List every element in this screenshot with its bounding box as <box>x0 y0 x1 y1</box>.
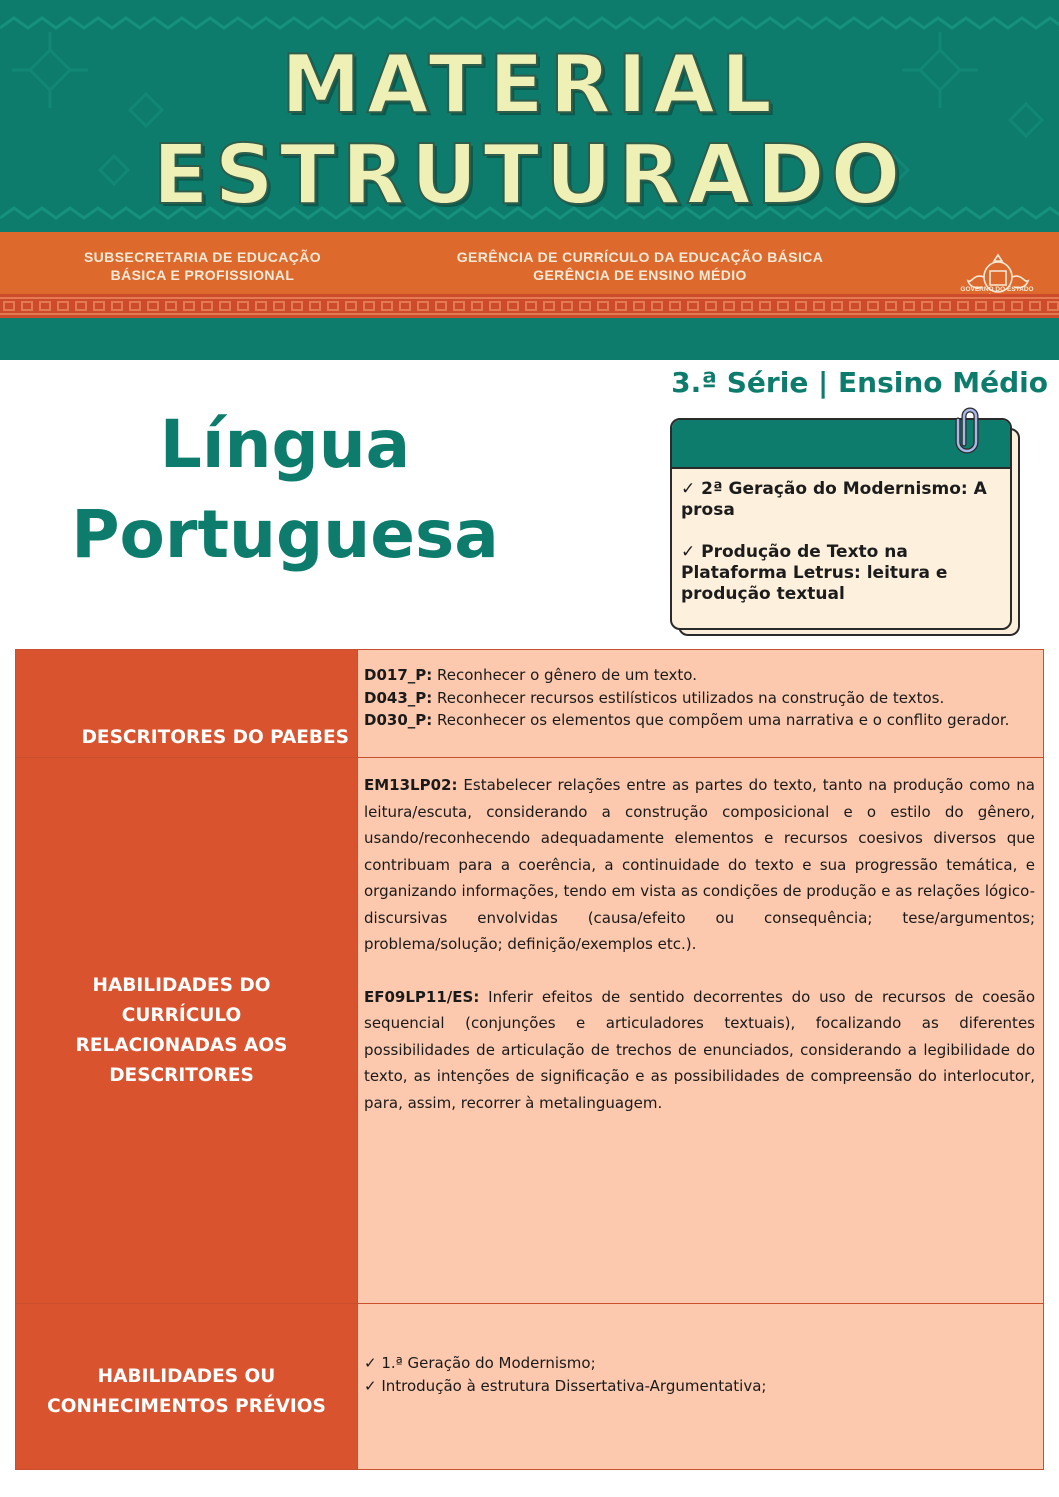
descriptor-code: D030_P: <box>364 711 433 729</box>
descriptor-line <box>364 709 1035 732</box>
card-topic-2: ✓ Produção de Texto na Plataforma Letrus: leitura e produção textual <box>681 542 948 604</box>
card-topic-1: ✓ 2ª Geração do Modernismo: A prosa <box>681 479 987 520</box>
org-center-line1: GERÊNCIA DE CURRÍCULO DA EDUCAÇÃO BÁSICA <box>456 249 824 265</box>
label-habilidades: HABILIDADES DO CURRÍCULO RELACIONADAS AOS DESCRITORES <box>16 758 358 1304</box>
descriptor-text: Reconhecer o gênero de um texto. <box>432 666 697 684</box>
skill-paragraph <box>364 772 1035 958</box>
descriptor-code: D017_P: <box>364 666 433 684</box>
skill-text: Estabelecer relações entre as partes do texto, tanto na produção como na leitura/escuta, considerando a construção composicional e o estilo do gênero, usando/reconhecendo adequadamente elementos e recursos coesivos diversos que contribuam para a coerência, a continuidade do texto e sua progressão temática, e organizando informações, tendo em vista as condições de produção e as relações lógico-discursivas envolvidas (causa/efeito ou consequência; tese/argumentos; problema/solução; definição/exemplos etc.). <box>364 776 1035 953</box>
subject-line2: Portuguesa <box>71 496 499 573</box>
descriptor-line <box>364 664 1035 687</box>
org-center-line2: GERÊNCIA DE ENSINO MÉDIO <box>533 267 747 283</box>
descriptors-table <box>15 649 1044 1470</box>
row-habilidades <box>16 758 1044 1304</box>
subject-line1: Língua <box>159 406 411 483</box>
decorative-strip <box>0 294 1059 318</box>
skill-code: EF09LP11/ES: <box>364 987 480 1006</box>
label-descritores: DESCRITORES DO PAEBES <box>16 650 358 758</box>
header-banner <box>0 0 1059 360</box>
descriptor-text: Reconhecer os elementos que compõem uma narrativa e o conflito gerador. <box>432 711 1010 729</box>
subject-title <box>40 400 530 580</box>
serie-label: 3.ª Série | Ensino Médio <box>671 366 1048 399</box>
crest-line1: GOVERNO DO ESTADO <box>960 286 1034 293</box>
skill-code: EM13LP02: <box>364 776 458 794</box>
cell-previos <box>358 1304 1044 1470</box>
row-previos <box>16 1304 1044 1470</box>
banner-title-line2: ESTRUTURADO <box>152 128 907 223</box>
cell-descritores <box>358 650 1044 758</box>
descriptor-line <box>364 687 1035 710</box>
paperclip-icon <box>954 404 984 456</box>
skill-text: Inferir efeitos de sentido decorrentes do uso de recursos de coesão sequencial (conjunções e articuladores textuais), focalizando as diferentes possibilidades de articulação de trechos de enunciados, considerando a legibilidade do texto, as intenções de significação e as possibilidades de compreensão do interlocutor, para, assim, recorrer à metalinguagem. <box>364 987 1035 1112</box>
prior-item: ✓ Introdução à estrutura Dissertativa-Argumentativa; <box>364 1377 767 1395</box>
banner-title-line1: MATERIAL <box>281 38 778 131</box>
label-previos: HABILIDADES OU CONHECIMENTOS PRÉVIOS <box>16 1304 358 1470</box>
descriptor-code: D043_P: <box>364 688 433 707</box>
org-center <box>430 248 850 284</box>
prior-item: ✓ 1.ª Geração do Modernismo; <box>364 1354 596 1372</box>
row-descritores <box>16 650 1044 758</box>
descriptor-text: Reconhecer recursos estilísticos utilizados na construção de textos. <box>432 688 945 707</box>
skill-paragraph <box>364 984 1035 1117</box>
cell-habilidades <box>358 758 1044 1304</box>
org-left: SUBSECRETARIA DE EDUCAÇÃO BÁSICA E PROFISSIONAL <box>83 249 322 283</box>
strip-pattern <box>0 294 1059 318</box>
